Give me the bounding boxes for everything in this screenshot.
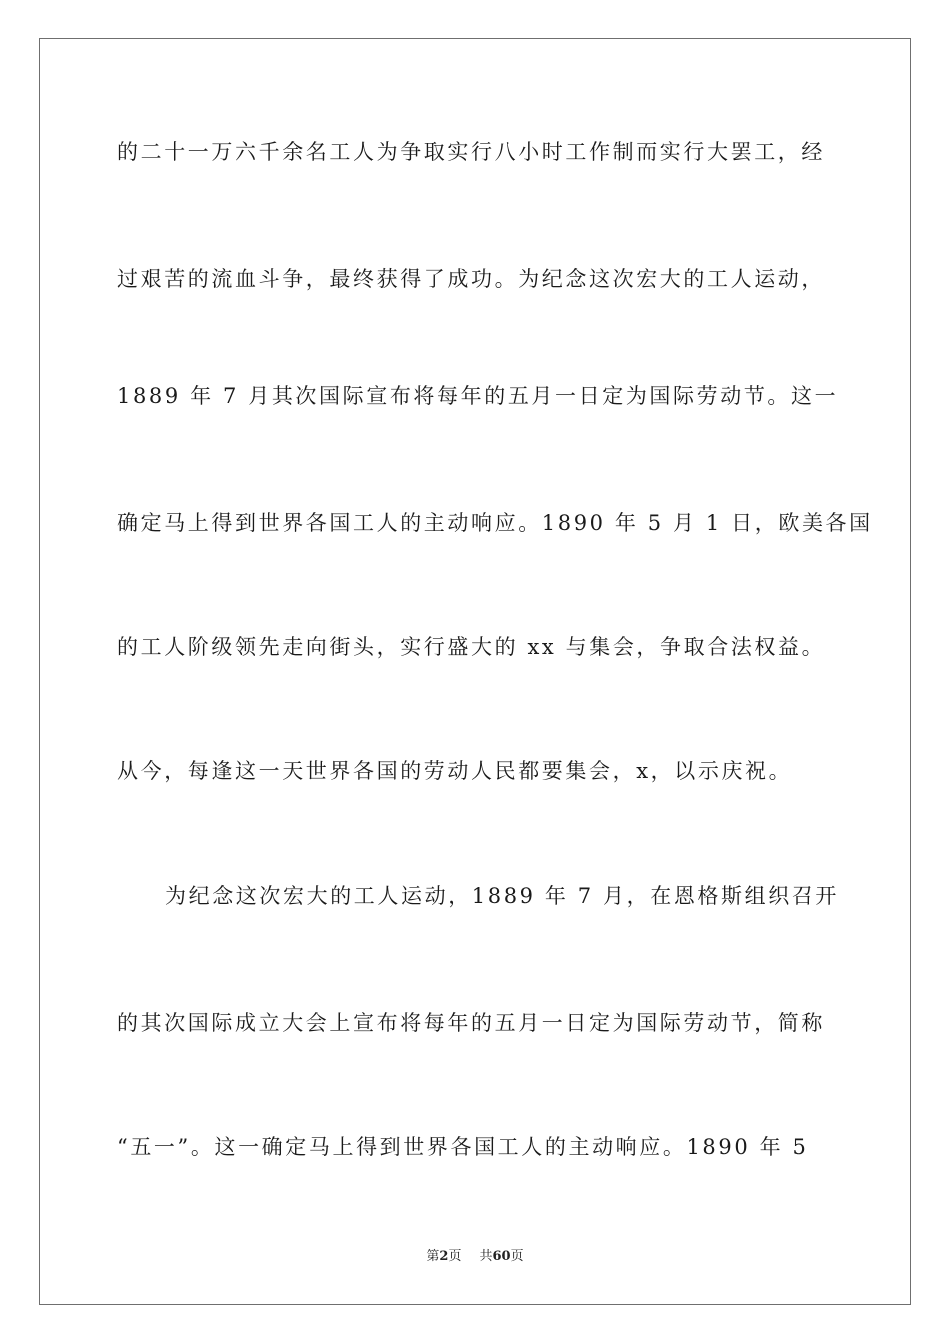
page-suffix: 页 [448, 1249, 462, 1264]
total-suffix: 页 [510, 1249, 524, 1264]
text-line-6: 从今，每逢这一天世界各国的劳动人民都要集会，x，以示庆祝。 [117, 759, 793, 783]
text-line-3: 1889 年 7 月其次国际宣布将每年的五月一日定为国际劳动节。这一 [117, 384, 839, 408]
text-line-9: “五一”。这一确定马上得到世界各国工人的主动响应。1890 年 5 [117, 1135, 809, 1159]
text-line-1: 的二十一万六千余名工人为争取实行八小时工作制而实行大罢工，经 [117, 140, 825, 164]
page-number: 2 [439, 1249, 449, 1264]
text-line-8: 的其次国际成立大会上宣布将每年的五月一日定为国际劳动节，简称 [117, 1011, 825, 1035]
text-line-2: 过艰苦的流血斗争，最终获得了成功。为纪念这次宏大的工人运动， [117, 267, 825, 291]
text-line-7-paragraph-start: 为纪念这次宏大的工人运动，1889 年 7 月，在恩格斯组织召开 [165, 884, 840, 908]
page-prefix: 第 [426, 1249, 440, 1264]
page-footer [0, 1248, 950, 1266]
total-pages: 60 [492, 1249, 511, 1264]
page-border [39, 38, 911, 1305]
text-line-4: 确定马上得到世界各国工人的主动响应。1890 年 5 月 1 日，欧美各国 [117, 511, 873, 535]
text-line-5: 的工人阶级领先走向街头，实行盛大的 xx 与集会，争取合法权益。 [117, 635, 826, 659]
total-prefix: 共 [479, 1249, 493, 1264]
